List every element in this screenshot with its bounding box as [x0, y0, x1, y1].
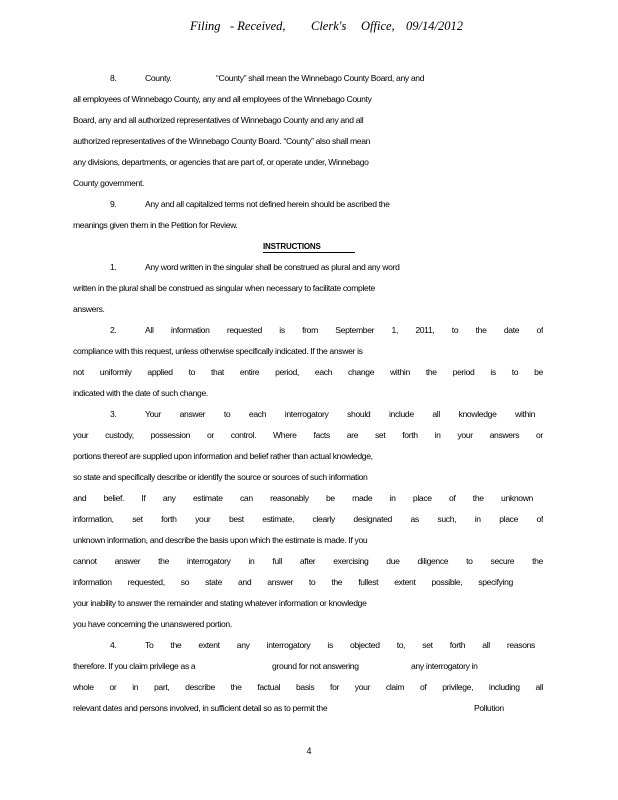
filing-header: [0, 19, 618, 37]
text-line: you have concerning the unanswered portion.: [73, 619, 232, 629]
definition-9-first-line: [73, 197, 543, 212]
item-number: 4.: [110, 640, 117, 650]
page-number: 4: [306, 746, 312, 756]
text-line: unknown information, and describe the basis upon which the estimate is made. If you: [73, 535, 368, 545]
text-line: County government.: [73, 178, 145, 188]
line-text: any interrogatory in: [411, 661, 478, 671]
definition-8-first-line: [73, 71, 543, 86]
text-line: Board, any and all authorized representatives of Winnebago County and any and all: [73, 115, 364, 125]
header-date: 09/14/2012: [406, 19, 463, 33]
line-text: Pollution: [474, 703, 504, 713]
text-line: written in the plural shall be construed as singular when necessary to facilitate complete: [73, 283, 375, 293]
line-text: “County” shall mean the Winnebago County Board, any and: [216, 73, 425, 83]
item-number: 2.: [110, 325, 117, 335]
header-clerks: Clerk's: [311, 19, 347, 33]
line-text: relevant dates and persons involved, in sufficient detail so as to permit the: [73, 703, 328, 713]
text-line: authorized representatives of the Winnebago County Board. “County” also shall mean: [73, 136, 371, 146]
instruction-4-fourth-line: [73, 701, 543, 716]
text-line: meanings given them in the Petition for Review.: [73, 220, 238, 230]
header-office: Office,: [361, 19, 395, 33]
text-line: portions thereof are supplied upon information and belief rather than actual knowledge,: [73, 451, 373, 461]
instruction-4-second-line: [73, 659, 543, 674]
text-line: so state and specifically describe or identify the source or sources of such information: [73, 472, 368, 482]
header-received: - Received,: [230, 19, 286, 33]
text-line: To the extent any interrogatory is objected to, set forth all reasons: [145, 640, 535, 650]
text-line: information requested, so state and answer to the fullest extent possible, specifying: [73, 577, 513, 587]
header-filing: Filing: [190, 19, 221, 33]
text-line: information, set forth your best estimate, clearly designated as such, in place of: [73, 514, 543, 524]
text-line: your custody, possession or control. Where facts are set forth in your answers or: [73, 430, 543, 440]
line-text: Any and all capitalized terms not defined herein should be ascribed the: [145, 199, 390, 209]
line-text: therefore. If you claim privilege as a: [73, 661, 196, 671]
text-line: compliance with this request, unless otherwise specifically indicated. If the answer is: [73, 346, 363, 356]
item-number: 9.: [110, 199, 117, 209]
item-number: 3.: [110, 409, 117, 419]
text-line: cannot answer the interrogatory in full after exercising due diligence to secure the: [73, 556, 543, 566]
line-text: ground for not answering: [272, 661, 359, 671]
text-line: any divisions, departments, or agencies that are part of, or operate under, Winnebago: [73, 157, 369, 167]
item-number: 8.: [110, 73, 117, 83]
text-line: and belief. If any estimate can reasonably be made in place of the unknown: [73, 493, 533, 503]
instructions-heading: INSTRUCTIONS: [263, 242, 321, 251]
text-line: Your answer to each interrogatory should include all knowledge within: [145, 409, 535, 419]
text-line: answers.: [73, 304, 105, 314]
heading-underline: [263, 252, 355, 253]
line-text: Any word written in the singular shall be construed as plural and any word: [145, 262, 400, 272]
text-line: your inability to answer the remainder and stating whatever information or knowledge: [73, 598, 367, 608]
text-line: all employees of Winnebago County, any and all employees of the Winnebago County: [73, 94, 372, 104]
instruction-1-first-line: [73, 260, 543, 275]
defined-term: County.: [145, 73, 172, 83]
text-line: All information requested is from September 1, 2011, to the date of: [145, 325, 543, 335]
text-line: indicated with the date of such change.: [73, 388, 208, 398]
text-line: not uniformly applied to that entire period, each change within the period is to be: [73, 367, 543, 377]
item-number: 1.: [110, 262, 117, 272]
text-line: whole or in part, describe the factual basis for your claim of privilege, including all: [73, 682, 543, 692]
